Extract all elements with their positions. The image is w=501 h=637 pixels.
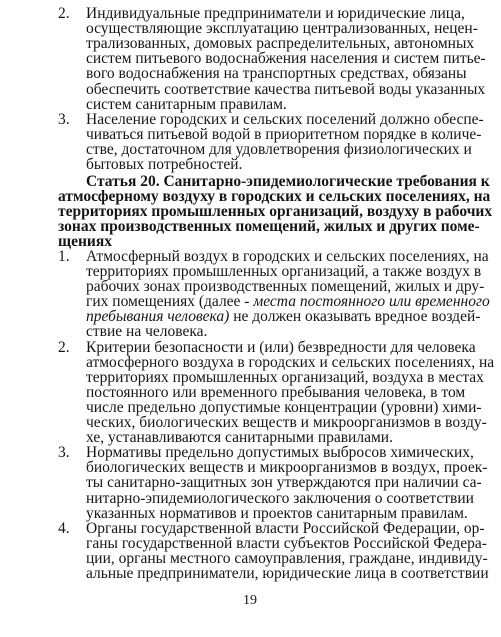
text-line: нитарно-эпидемиологического заключения о соответствии: [86, 489, 474, 507]
article-item-4: [0, 521, 501, 536]
text-line: Атмосферный воздух в городских и сельских поселениях, на: [86, 247, 489, 265]
text-line: обеспечить соответствие качества питьевой воды указанных: [86, 80, 486, 98]
text-line: атмосферного воздуха в городских и сельских поселениях, на: [86, 353, 495, 371]
text-line: вого водоснабжения на транспортных средствах, обязаны: [86, 65, 467, 83]
article-heading: [0, 174, 501, 189]
italic-term: пребывания человека): [86, 308, 230, 326]
text-line: Индивидуальные предприниматели и юридические лица,: [86, 5, 465, 22]
text-line: постоянного или временного пребывания человека, в том: [86, 383, 466, 401]
item-number: 3.: [58, 110, 70, 128]
item-number: 3.: [58, 444, 70, 462]
text-line: ствие на человека.: [86, 323, 208, 341]
text-line: территориях промышленных организаций, а также воздух в: [86, 263, 482, 280]
article-item-3: [0, 445, 501, 460]
text-line: хе, устанавливаются санитарными правилами.: [86, 429, 393, 447]
heading-line: Статья 20. Санитарно-эпидемиологические требования к: [86, 172, 490, 190]
text-line: территориях промышленных организаций, воздуха в местах: [86, 368, 484, 386]
italic-term: места постоянного или временного: [253, 293, 490, 311]
text-line: систем санитарным правилам.: [86, 95, 287, 113]
text-line: ганы государственной власти субъектов Российской Федера-: [86, 534, 487, 552]
heading-line: атмосферному воздуху в городских и сельских поселениях, на: [58, 187, 491, 205]
text-line: чиваться питьевой водой в приоритетном порядке в количе-: [86, 125, 482, 143]
text-line: бытовых потребностей.: [86, 156, 243, 173]
text-line: Органы государственной власти Российской Федерации, ор-: [86, 519, 485, 537]
heading-line: щениях: [58, 232, 112, 250]
article-item-2: [0, 340, 501, 355]
item-number: 1.: [58, 247, 70, 265]
item-number: 2.: [58, 338, 70, 356]
text-line: ты санитарно-защитных зон утверждаются при наличии са-: [86, 474, 482, 492]
item-number: 2.: [58, 5, 70, 22]
text-line: осуществляющие эксплуатацию централизованных, нецен-: [86, 20, 478, 38]
text-line: ции, органы местного самоуправления, граждане, индивиду-: [86, 549, 488, 567]
text-line: стве, достаточном для удовлетворения физиологических и: [86, 140, 472, 158]
list-item-2: [0, 6, 501, 21]
text-line: Население городских и сельских поселений должно обеспе-: [86, 110, 484, 128]
text-line: трализованных, домовых распределительных, автономных: [86, 35, 475, 53]
list-item-3: [0, 112, 501, 127]
text-line: ческих, биологических веществ и микроорганизмов в возду-: [86, 414, 487, 431]
heading-line: зонах производственных помещений, жилых и других поме-: [58, 217, 480, 235]
text-line: биологических веществ и микроорганизмов в воздух, проек-: [86, 459, 488, 477]
heading-line: территориях промышленных организаций, воздуху в рабочих: [58, 202, 493, 220]
text-line: гих помещениях (далее -: [86, 293, 254, 311]
text-line: не должен оказывать вредное воздей-: [229, 308, 481, 326]
text-line: Нормативы предельно допустимых выбросов химических,: [86, 444, 474, 462]
text-line: систем питьевого водоснабжения населения и систем питье-: [86, 50, 486, 68]
text-line: Критерии безопасности и (или) безвредности для человека: [86, 338, 476, 356]
text-line: альные предприниматели, юридические лица в соответствии: [86, 565, 489, 582]
page-number: 19: [243, 593, 257, 608]
text-line: числе предельно допустимые концентрации (уровни) хими-: [86, 398, 482, 416]
article-item-1: [0, 249, 501, 264]
text-line: рабочих зонах производственных помещений, жилых и дру-: [86, 278, 485, 296]
item-number: 4.: [58, 519, 70, 537]
text-line: указанных нормативов и проектов санитарным правилам.: [86, 504, 468, 522]
